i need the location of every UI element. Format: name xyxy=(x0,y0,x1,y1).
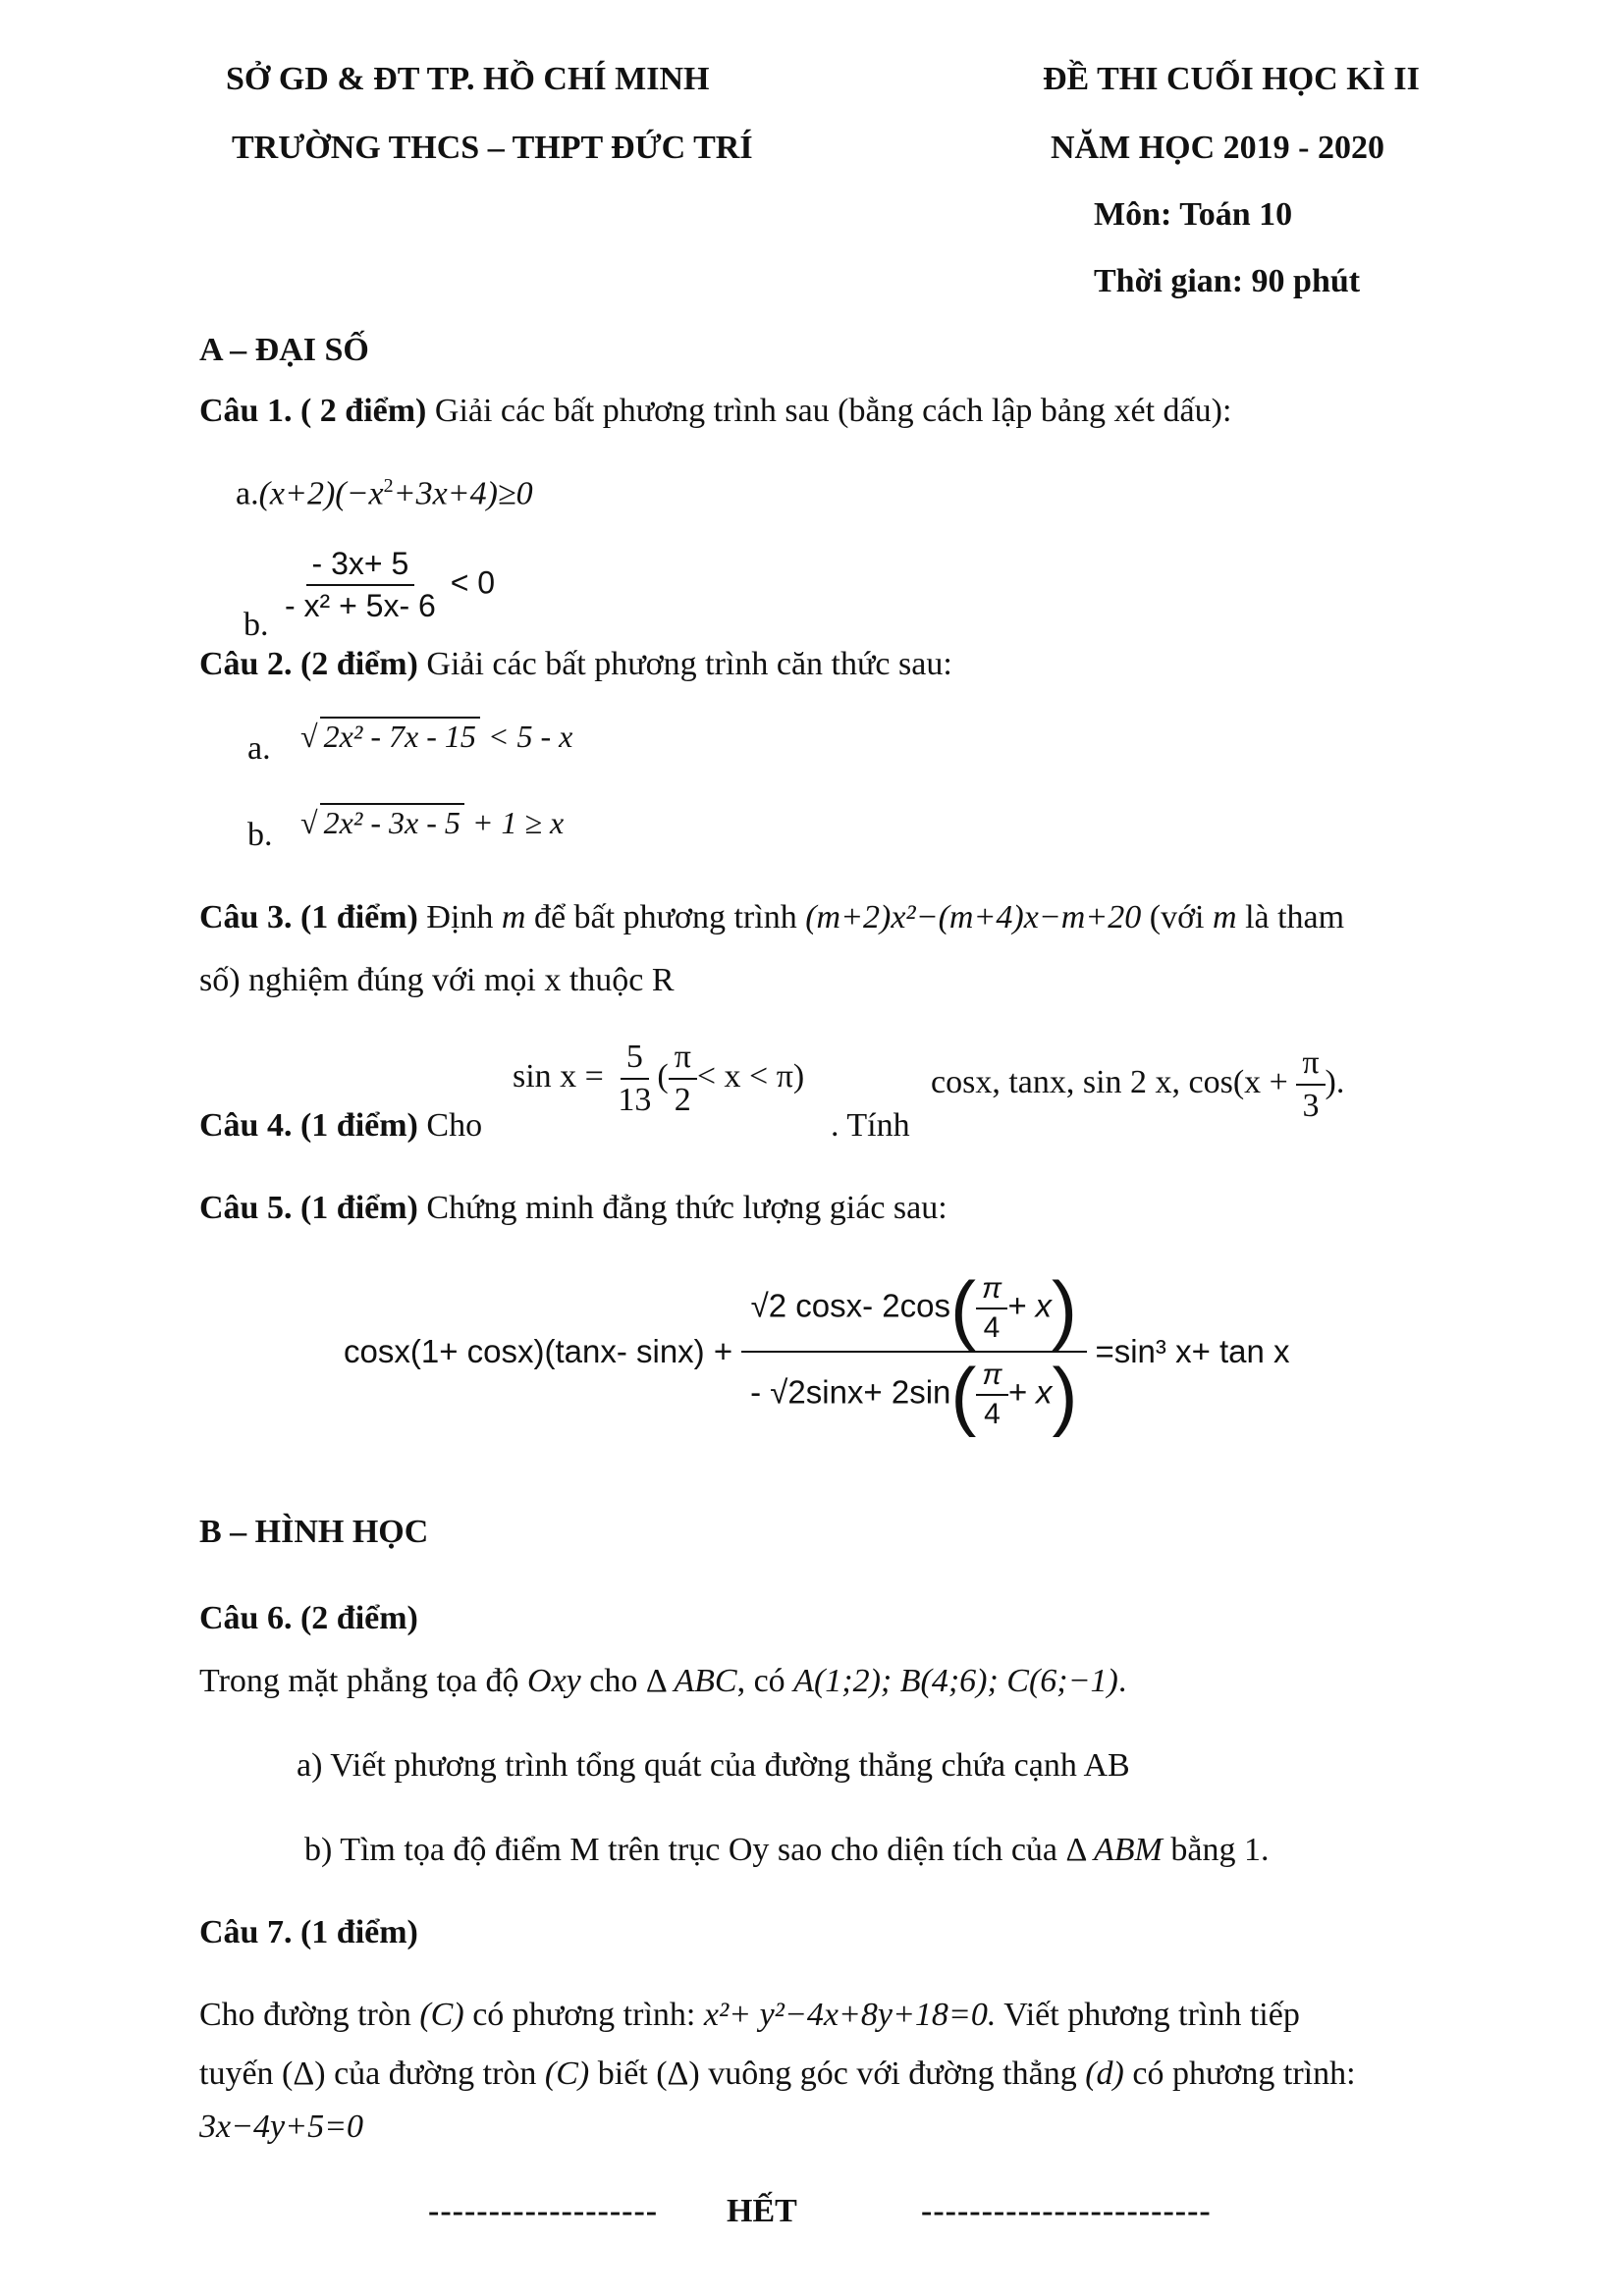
text: tuyến xyxy=(199,2056,283,2092)
question-3 xyxy=(199,899,1344,936)
denominator-text: - √2sinx+ 2sin xyxy=(750,1373,951,1411)
question-6-statement xyxy=(199,1663,1126,1700)
pi-over-four xyxy=(976,1359,1007,1431)
text: Viết phương trình tiếp xyxy=(996,1997,1300,2033)
question-4-end: ). xyxy=(1325,1063,1345,1100)
question-1b-denominator: - x² + 5x- 6 xyxy=(285,588,436,623)
question-6b xyxy=(304,1832,1269,1869)
question-6-label: Câu 6. (2 điểm) xyxy=(199,1600,418,1636)
question-4-condition xyxy=(513,1039,804,1119)
numerator-text: √2 cosx- 2cos xyxy=(750,1287,950,1324)
question-5-fraction xyxy=(740,1265,1087,1438)
question-5-text: Chứng minh đẳng thức lượng giác sau: xyxy=(417,1190,947,1226)
question-2a-prefix: a. xyxy=(247,730,271,767)
question-6-oxy: Oxy xyxy=(527,1663,581,1699)
question-6-text-1: Trong mặt phẳng tọa độ xyxy=(199,1663,528,1699)
exponent: 2 xyxy=(383,475,394,497)
question-4-interval: < x < π) xyxy=(696,1057,805,1095)
question-2-text: Giải các bất phương trình căn thức sau: xyxy=(417,646,952,682)
question-2-label: Câu 2. (2 điểm) xyxy=(199,646,418,682)
question-4 xyxy=(199,1107,482,1145)
question-6-text-2: cho Δ xyxy=(580,1663,675,1699)
question-5 xyxy=(199,1190,947,1227)
question-6a: a) Viết phương trình tổng quát của đường thẳng chứa cạnh AB xyxy=(297,1747,1130,1784)
question-1a-expr-1: (x+2)(−x xyxy=(258,475,384,512)
numerator: π xyxy=(1296,1044,1325,1086)
question-3-text-2: để bất phương trình xyxy=(525,899,806,935)
question-1b xyxy=(279,546,495,624)
duration: Thời gian: 90 phút xyxy=(1094,263,1361,299)
question-1-label: Câu 1. ( 2 điểm) xyxy=(199,393,427,429)
question-4-pi-third xyxy=(1296,1044,1325,1125)
question-7-line-1 xyxy=(199,1997,1300,2034)
paren-close: ) xyxy=(1052,1265,1077,1352)
question-3-text-3: (với xyxy=(1141,899,1213,935)
question-6b-abm: ABM xyxy=(1094,1832,1163,1868)
numerator: 5 xyxy=(621,1039,649,1080)
tangent-delta: (Δ) xyxy=(282,2056,326,2092)
circle-c: (C) xyxy=(544,2056,590,2092)
denominator: 4 xyxy=(983,1311,1001,1344)
denominator: 13 xyxy=(618,1082,652,1118)
circle-equation: x²+ y²−4x+8y+18=0. xyxy=(703,1997,997,2033)
question-1a-prefix: a. xyxy=(236,475,259,512)
paren-open: ( xyxy=(949,1265,976,1352)
question-6-text-4: . xyxy=(1117,1663,1127,1699)
denominator: 3 xyxy=(1302,1088,1320,1124)
question-4-label: Câu 4. (1 điểm) xyxy=(199,1107,418,1144)
pi-over-four xyxy=(976,1272,1007,1345)
question-7-label: Câu 7. (1 điểm) xyxy=(199,1914,418,1950)
footer-dash-right: ------------------------ xyxy=(921,2193,1212,2229)
question-2a-radicand: 2x² - 7x - 15 xyxy=(320,717,480,755)
question-3-param: m xyxy=(1213,899,1237,935)
question-6-points: A(1;2); B(4;6); C(6;−1) xyxy=(793,1663,1118,1699)
question-5-label: Câu 5. (1 điểm) xyxy=(199,1190,418,1226)
question-6b-text-2: bằng 1. xyxy=(1162,1832,1270,1868)
question-2b-rest: + 1 ≥ x xyxy=(471,805,565,840)
numerator: π xyxy=(669,1039,697,1080)
question-1a xyxy=(236,475,533,512)
question-3-expr: (m+2)x²−(m+4)x−m+20 xyxy=(805,899,1142,935)
question-5-identity xyxy=(344,1265,1290,1438)
text: của đường tròn xyxy=(325,2056,545,2092)
question-1 xyxy=(199,393,1231,430)
question-4-sinx: sin x = xyxy=(513,1057,613,1095)
question-3-text-1: Định xyxy=(417,899,502,935)
question-4-list: cosx, tanx, sin 2 x, cos(x + xyxy=(931,1063,1297,1100)
footer-dash-left: ------------------- xyxy=(428,2193,659,2229)
numerator: π xyxy=(976,1359,1007,1396)
sqrt-icon: √ xyxy=(300,719,318,754)
denominator: 4 xyxy=(984,1398,1001,1430)
circle-c: (C) xyxy=(419,1997,464,2033)
question-3-line-2: số) nghiệm đúng với mọi x thuộc R xyxy=(199,962,675,998)
question-2a xyxy=(300,717,572,755)
question-7-line-2 xyxy=(199,2056,1356,2093)
line-d: (d) xyxy=(1085,2056,1124,2092)
paren-open: ( xyxy=(950,1352,977,1438)
question-2b-radicand: 2x² - 3x - 5 xyxy=(320,803,464,841)
question-3-param: m xyxy=(501,899,526,935)
sqrt-icon: √ xyxy=(300,805,318,840)
plus-x: + x xyxy=(1007,1373,1053,1411)
plus-x: + x xyxy=(1007,1287,1052,1324)
question-3-text-4: là tham xyxy=(1236,899,1345,935)
question-4-fraction xyxy=(612,1039,657,1119)
question-4-targets xyxy=(931,1044,1344,1125)
question-1b-relation: < 0 xyxy=(450,564,496,601)
question-4-pi-half xyxy=(669,1039,697,1119)
denominator: 2 xyxy=(674,1082,691,1118)
question-1a-expr-2: +3x+4)≥0 xyxy=(393,475,533,512)
question-6b-text-1: b) Tìm tọa độ điểm M trên trục Oy sao cho diện tích của Δ xyxy=(304,1832,1094,1868)
subject: Môn: Toán 10 xyxy=(1094,196,1293,233)
exam-title: ĐỀ THI CUỐI HỌC KÌ II xyxy=(1043,61,1420,97)
question-3-label: Câu 3. (1 điểm) xyxy=(199,899,418,935)
end-marker: HẾT xyxy=(727,2193,797,2229)
section-a-title: A – ĐẠI SỐ xyxy=(199,332,369,368)
question-6-abc: ABC xyxy=(674,1663,737,1699)
question-1b-numerator: - 3x+ 5 xyxy=(306,546,415,586)
school-year: NĂM HỌC 2019 - 2020 xyxy=(1051,130,1384,166)
question-2a-rest: < 5 - x xyxy=(487,719,573,754)
section-b-title: B – HÌNH HỌC xyxy=(199,1514,429,1550)
question-2b xyxy=(300,803,564,841)
question-4-cho: Cho xyxy=(417,1107,483,1144)
question-5-rhs: =sin³ x+ tan x xyxy=(1095,1333,1290,1369)
numerator: π xyxy=(976,1272,1007,1309)
question-4-tinh: . Tính xyxy=(831,1107,910,1144)
question-2 xyxy=(199,646,952,683)
question-1-text: Giải các bất phương trình sau (bằng cách lập bảng xét dấu): xyxy=(426,393,1232,429)
question-1b-prefix: b. xyxy=(244,607,269,643)
question-2b-prefix: b. xyxy=(247,817,273,853)
text: vuông góc với đường thẳng xyxy=(699,2056,1086,2092)
question-1b-fraction xyxy=(279,546,442,624)
text: có phương trình: xyxy=(463,1997,704,2033)
school-name: TRƯỜNG THCS – THPT ĐỨC TRÍ xyxy=(232,130,753,166)
text: biết xyxy=(589,2056,657,2092)
question-6-text-3: , có xyxy=(736,1663,794,1699)
text: Cho đường tròn xyxy=(199,1997,420,2033)
department-title: SỞ GD & ĐT TP. HỒ CHÍ MINH xyxy=(226,61,710,97)
question-5-numerator xyxy=(741,1265,1087,1353)
paren-close: ) xyxy=(1052,1352,1078,1438)
tangent-delta: (Δ) xyxy=(656,2056,700,2092)
text: có phương trình: xyxy=(1123,2056,1356,2092)
question-5-denominator xyxy=(740,1352,1087,1438)
question-4-paren: ( xyxy=(657,1057,669,1095)
question-7-line-equation: 3x−4y+5=0 xyxy=(199,2109,364,2145)
question-5-lhs: cosx(1+ cosx)(tanx- sinx) + xyxy=(344,1333,733,1369)
